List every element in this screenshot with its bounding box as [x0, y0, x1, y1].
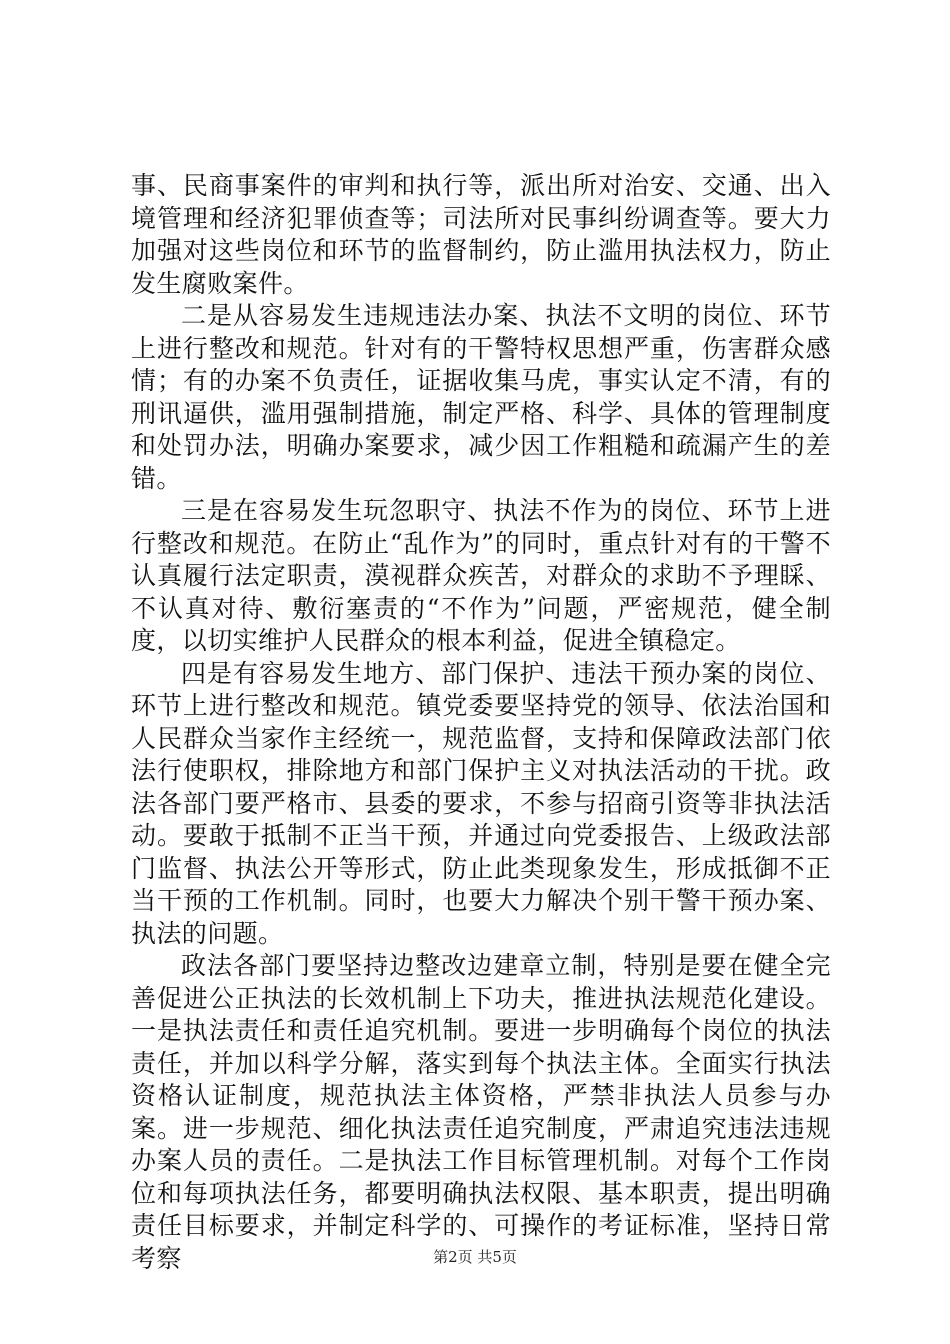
paragraph-5: 政法各部门要坚持边整改边建章立制，特别是要在健全完善促进公正执法的长效机制上下功夫，推进执法规范化建设。一是执法责任和责任追究机制。要进一步明确每个岗位的执法责任，并加以科学分解，落实到每个执法主体。全面实行执法资格认证制度，规范执法主体资格，严禁非执法人员参与办案。进一步规范、细化执法责任追究制度，严肃追究违法违规办案人员的责任。二是执法工作目标管理机制。对每个工作岗位和每项执法任务，都要明确执法权限、基本职责，提出明确责任目标要求，并制定科学的、可操作的考证标准，坚持日常考察: [131, 951, 831, 1273]
page-number-footer: 第2页 共5页: [433, 1248, 517, 1266]
paragraph-4: 四是有容易发生地方、部门保护、违法干预办案的岗位、环节上进行整改和规范。镇党委要坚持党的领导、依法治国和人民群众当家作主经统一，规范监督，支持和保障政法部门依法行使职权，排除地方和部门保护主义对执法活动的干扰。政法各部门要严格市、县委的要求，不参与招商引资等非执法活动。要敢于抵制不正当干预，并通过向党委报告、上级政法部门监督、执法公开等形式，防止此类现象发生，形成抵御不正当干预的工作机制。同时，也要大力解决个别干警干预办案、执法的问题。: [131, 658, 831, 948]
paragraph-2: 二是从容易发生违规违法办案、执法不文明的岗位、环节上进行整改和规范。针对有的干警特权思想严重，伤害群众感情；有的办案不负责任，证据收集马虎，事实认定不清，有的刑讯逼供，滥用强制措施，制定严格、科学、具体的管理制度和处罚办法，明确办案要求，减少因工作粗糙和疏漏产生的差错。: [131, 301, 831, 493]
body-text: [131, 170, 831, 1275]
paragraph-1: 事、民商事案件的审判和执行等，派出所对治安、交通、出入境管理和经济犯罪侦查等；司法所对民事纠纷调查等。要大力加强对这些岗位和环节的监督制约，防止滥用执法权力，防止发生腐败案件。: [131, 171, 831, 298]
paragraph-3: 三是在容易发生玩忽职守、执法不作为的岗位、环节上进行整改和规范。在防止“乱作为”的同时，重点针对有的干警不认真履行法定职责，漠视群众疾苦，对群众的求助不予理睬、不认真对待、敷衍塞责的“不作为”问题，严密规范，健全制度，以切实维护人民群众的根本利益，促进全镇稳定。: [131, 496, 831, 655]
